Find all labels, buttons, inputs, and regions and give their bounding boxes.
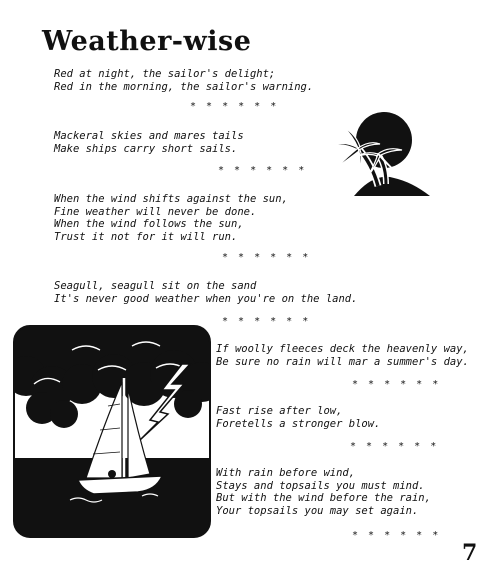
verse-line: With rain before wind, bbox=[216, 467, 356, 479]
verse-line: Red at night, the sailor's delight; bbox=[54, 68, 276, 80]
verse-rain-before-wind bbox=[216, 467, 431, 517]
page-number: 7 bbox=[462, 540, 478, 566]
separator: * * * * * * bbox=[222, 252, 311, 263]
verse-line: Trust it not for it will run. bbox=[54, 230, 238, 243]
page-title: Weather-wise bbox=[42, 26, 252, 57]
verse-line: Your topsails you may set again. bbox=[216, 504, 419, 517]
verse-mackeral-skies bbox=[54, 130, 244, 155]
separator: * * * * * * bbox=[352, 379, 441, 390]
separator: * * * * * * bbox=[222, 316, 311, 327]
separator: * * * * * * bbox=[350, 441, 439, 452]
verse-line: Seagull, seagull sit on the sand bbox=[54, 280, 257, 292]
verse-line: It's never good weather when you're on the land. bbox=[54, 292, 358, 305]
separator: * * * * * * bbox=[218, 165, 307, 176]
verse-fast-rise bbox=[216, 405, 380, 430]
verse-line: Make ships carry short sails. bbox=[54, 142, 238, 155]
verse-line: Fine weather will never be done. bbox=[54, 205, 257, 218]
verse-line: When the wind shifts against the sun, bbox=[54, 193, 288, 205]
verse-line: Be sure no rain will mar a summer's day. bbox=[216, 355, 469, 368]
palm-island-sun-icon bbox=[328, 106, 432, 202]
verse-line: Fast rise after low, bbox=[216, 405, 343, 417]
verse-line: Stays and topsails you must mind. bbox=[216, 479, 425, 492]
verse-wind-shifts bbox=[54, 193, 288, 243]
separator: * * * * * * bbox=[352, 530, 441, 541]
verse-line: Mackeral skies and mares tails bbox=[54, 130, 244, 142]
verse-line: Foretells a stronger blow. bbox=[216, 417, 381, 430]
verse-line: When the wind follows the sun, bbox=[54, 218, 244, 230]
separator: * * * * * * bbox=[190, 101, 279, 112]
verse-seagull bbox=[54, 280, 357, 305]
verse-line: If woolly fleeces deck the heavenly way, bbox=[216, 343, 469, 355]
verse-woolly-fleeces bbox=[216, 343, 469, 368]
verse-red-at-night bbox=[54, 68, 313, 93]
verse-line: Red in the morning, the sailor's warning. bbox=[54, 80, 314, 93]
sailboat-storm-icon bbox=[12, 324, 212, 539]
verse-line: But with the wind before the rain, bbox=[216, 492, 431, 504]
